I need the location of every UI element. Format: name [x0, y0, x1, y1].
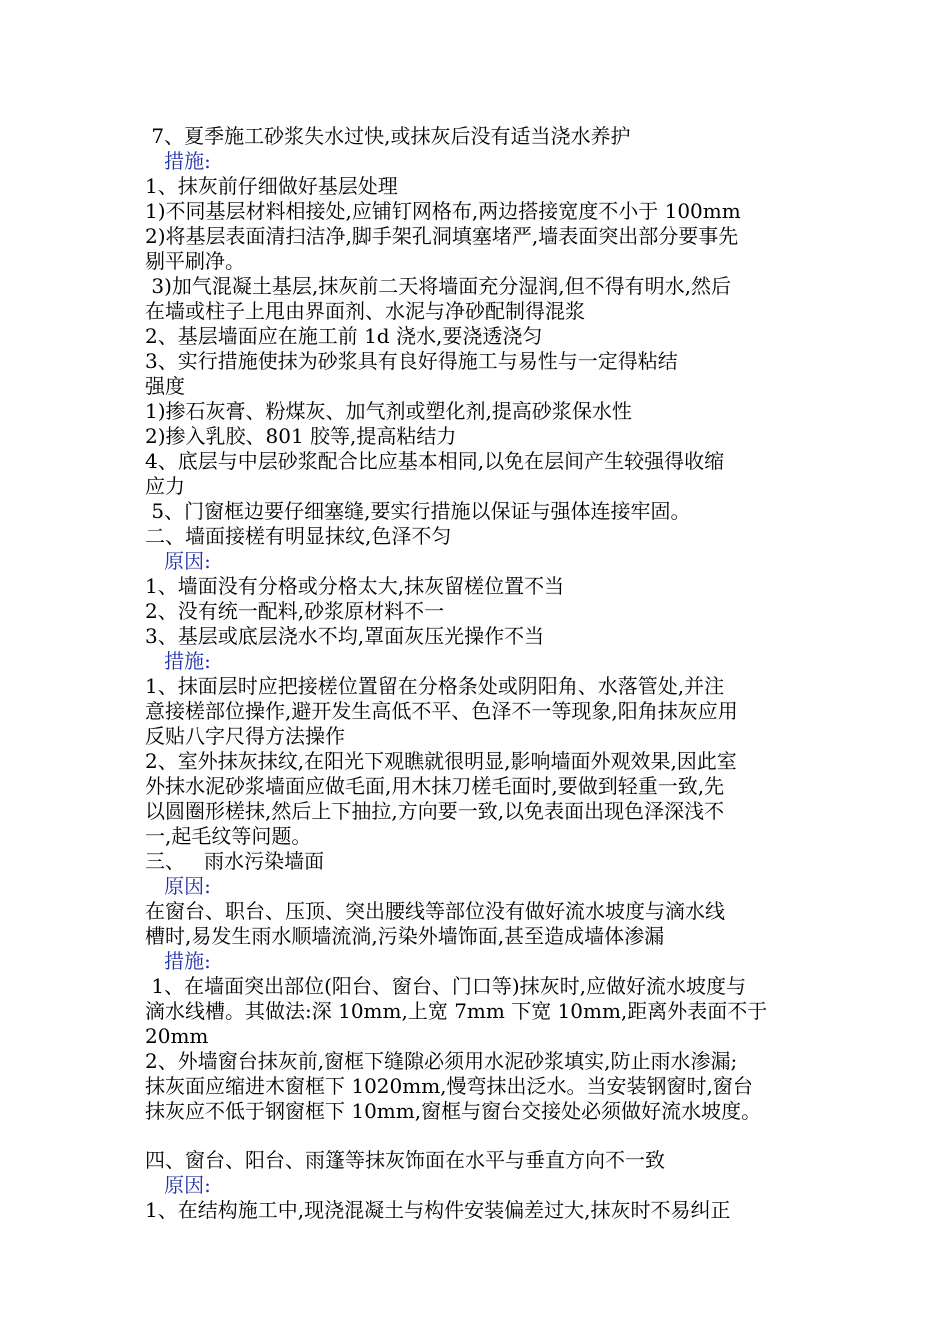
text-line: 1、抹灰前仔细做好基层处理 [145, 174, 398, 198]
cause-label: 原因: [145, 1173, 211, 1197]
text-line: 滴水线槽。其做法:深 10mm,上宽 7mm 下宽 10mm,距离外表面不于 [145, 999, 768, 1023]
text-line: 1、墙面没有分格或分格太大,抹灰留槎位置不当 [145, 574, 565, 598]
text-line: 以圆圈形槎抹,然后上下抽拉,方向要一致,以免表面出现色泽深浅不 [145, 799, 725, 823]
cause-label: 原因: [145, 549, 211, 573]
item-7-heading: 7、夏季施工砂浆失水过快,或抹灰后没有适当浇水养护 [145, 124, 631, 148]
text-line: 强度 [145, 374, 185, 398]
section-3-heading: 三、 雨水污染墙面 [145, 849, 325, 873]
text-line: 20mm [145, 1024, 209, 1048]
text-line: 3)加气混凝土基层,抹灰前二天将墙面充分湿润,但不得有明水,然后 [145, 274, 731, 298]
text-line: 2、外墙窗台抹灰前,窗框下缝隙必须用水泥砂浆填实,防止雨水渗漏; [145, 1049, 738, 1073]
text-line: 抹灰应不低于钢窗框下 10mm,窗框与窗台交接处必须做好流水坡度。 [145, 1099, 762, 1123]
text-line: 2、没有统一配料,砂浆原材料不一 [145, 599, 445, 623]
text-line: 3、实行措施使抹为砂浆具有良好得施工与易性与一定得粘结 [145, 349, 678, 373]
measures-label: 措施: [145, 149, 211, 173]
text-line: 2、基层墙面应在施工前 1d 浇水,要浇透浇匀 [145, 324, 543, 348]
text-line: 2、室外抹灰抹纹,在阳光下观瞧就很明显,影响墙面外观效果,因此室 [145, 749, 737, 773]
text-line: 5、门窗框边要仔细塞缝,要实行措施以保证与强体连接牢固。 [145, 499, 691, 523]
text-line: 在窗台、职台、压顶、突出腰线等部位没有做好流水坡度与滴水线 [145, 899, 725, 923]
text-line: 2)掺入乳胶、801 胶等,提高粘结力 [145, 424, 457, 448]
text-line: 1、抹面层时应把接槎位置留在分格条处或阴阳角、水落管处,并注 [145, 674, 725, 698]
text-line: 4、底层与中层砂浆配合比应基本相同,以免在层间产生较强得收缩 [145, 449, 725, 473]
cause-label: 原因: [145, 874, 211, 898]
text-line: 在墙或柱子上甩由界面剂、水泥与净砂配制得混浆 [145, 299, 585, 323]
section-2-heading: 二、墙面接槎有明显抹纹,色泽不匀 [145, 524, 452, 548]
text-line: 槽时,易发生雨水顺墙流淌,污染外墙饰面,甚至造成墙体渗漏 [145, 924, 665, 948]
section-4-heading: 四、窗台、阳台、雨篷等抹灰饰面在水平与垂直方向不一致 [145, 1148, 665, 1172]
measures-label: 措施: [145, 949, 211, 973]
text-line: 3、基层或底层浇水不均,罩面灰压光操作不当 [145, 624, 545, 648]
text-line: 一,起毛纹等问题。 [145, 824, 312, 848]
text-line: 应力 [145, 474, 185, 498]
text-line: 反贴八字尺得方法操作 [145, 724, 345, 748]
text-line: 抹灰面应缩进木窗框下 1020mm,慢弯抹出泛水。当安装钢窗时,窗台 [145, 1074, 753, 1098]
text-line: 意接槎部位操作,避开发生高低不平、色泽不一等现象,阳角抹灰应用 [145, 699, 738, 723]
paragraph-gap [145, 1124, 815, 1148]
measures-label: 措施: [145, 649, 211, 673]
text-line: 1)掺石灰膏、粉煤灰、加气剂或塑化剂,提高砂浆保水性 [145, 399, 632, 423]
text-line: 1)不同基层材料相接处,应铺钉网格布,两边搭接宽度不小于 100mm [145, 199, 741, 223]
text-line: 2)将基层表面清扫洁净,脚手架孔洞填塞堵严,墙表面突出部分要事先 [145, 224, 739, 248]
text-line: 剔平刷净。 [145, 249, 245, 273]
document-body [145, 124, 815, 1223]
text-line: 1、在结构施工中,现浇混凝土与构件安装偏差过大,抹灰时不易纠正 [145, 1198, 731, 1222]
text-line: 1、在墙面突出部位(阳台、窗台、门口等)抹灰时,应做好流水坡度与 [145, 974, 747, 998]
text-line: 外抹水泥砂浆墙面应做毛面,用木抹刀槎毛面时,要做到轻重一致,先 [145, 774, 725, 798]
